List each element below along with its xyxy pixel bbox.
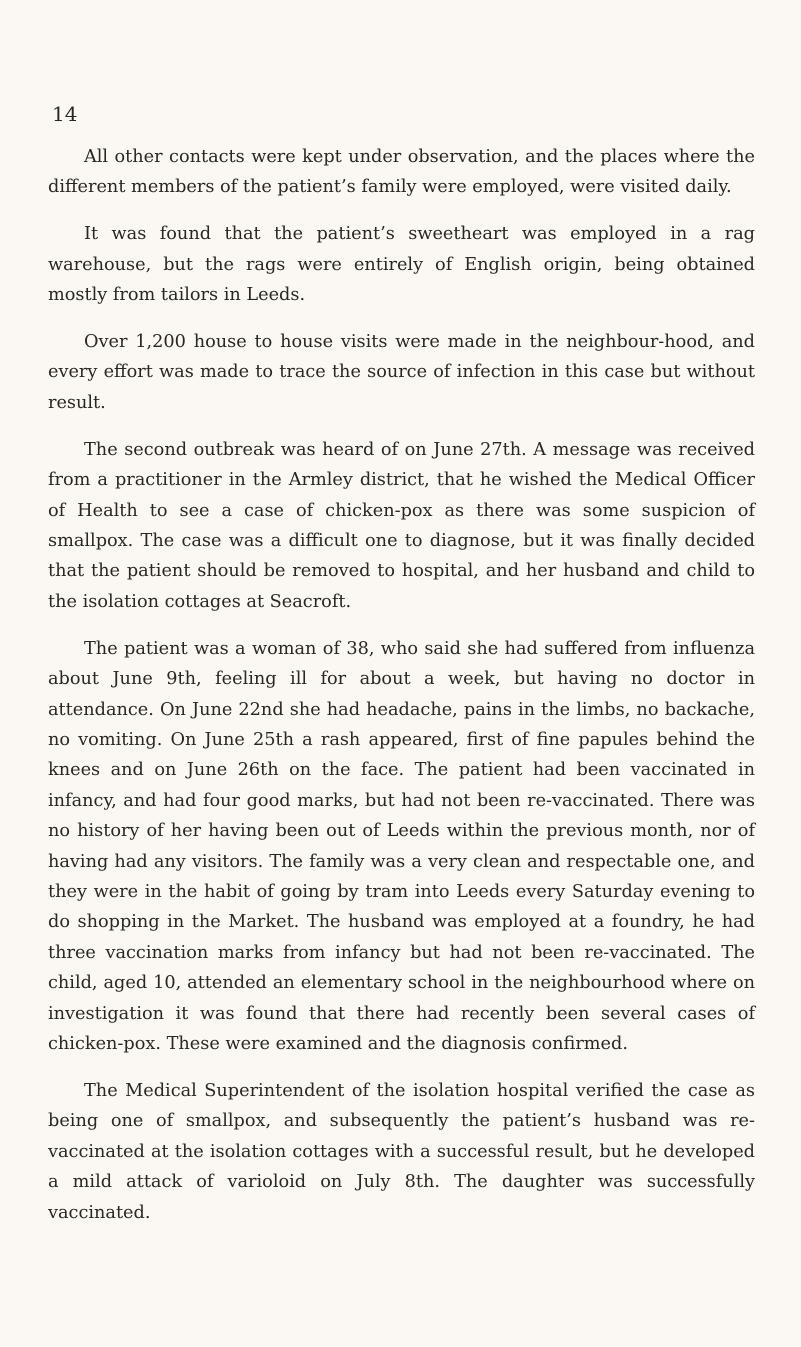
paragraph-sweetheart: It was found that the patient’s sweetheart was employed in a rag warehouse, but the rags were entirely of English origin, being obtained mostly from tailors in Leeds. [48,224,755,306]
body-text [48,142,755,1244]
paragraph-contacts: All other contacts were kept under observation, and the places where the different members of the patient’s family were employed, were visited daily. [48,147,755,198]
paragraph-patient-history: The patient was a woman of 38, who said she had suffered from influenza about June 9th, feeling ill for about a week, but having no doctor in attendance. On June 22nd she had headache, pains in the limbs, no backache, no vomiting. On June 25th a rash appeared, first of fine papules behind the knees and on June 26th on the face. The patient had been vaccinated in infancy, and had four good marks, but had not been re-vaccinated. There was no history of her having been out of Leeds within the previous month, nor of having had any visitors. The family was a very clean and respectable one, and they were in the habit of going by tram into Leeds every Saturday evening to do shopping in the Market. The husband was employed at a foundry, he had three vaccination marks from infancy but had not been re-vaccinated. The child, aged 10, attended an elementary school in the neighbourhood where on investigation it was found that there had recently been several cases of chicken-pox. These were examined and the diagnosis confirmed. [48,638,755,1054]
paragraph-house-visits: Over 1,200 house to house visits were made in the neighbour-hood, and every effort was made to trace the source of infection in this case but without result. [48,332,755,413]
page-number: 14 [52,102,78,126]
paragraph-second-outbreak: The second outbreak was heard of on June 27th. A message was received from a practitioner in the Armley district, that he wished the Medical Officer of Health to see a case of chicken-pox as there was some suspicion of smallpox. The case was a difficult one to diagnose, but it was finally decided that the patient should be removed to hospital, and her husband and child to the isolation cottages at Seacroft. [48,439,755,612]
paragraph-superintendent: The Medical Superintendent of the isolation hospital verified the case as being one of smallpox, and subsequently the patient’s husband was re-vaccinated at the isolation cottages with a successful result, but he developed a mild attack of varioloid on July 8th. The daughter was successfully vaccinated. [48,1080,755,1223]
